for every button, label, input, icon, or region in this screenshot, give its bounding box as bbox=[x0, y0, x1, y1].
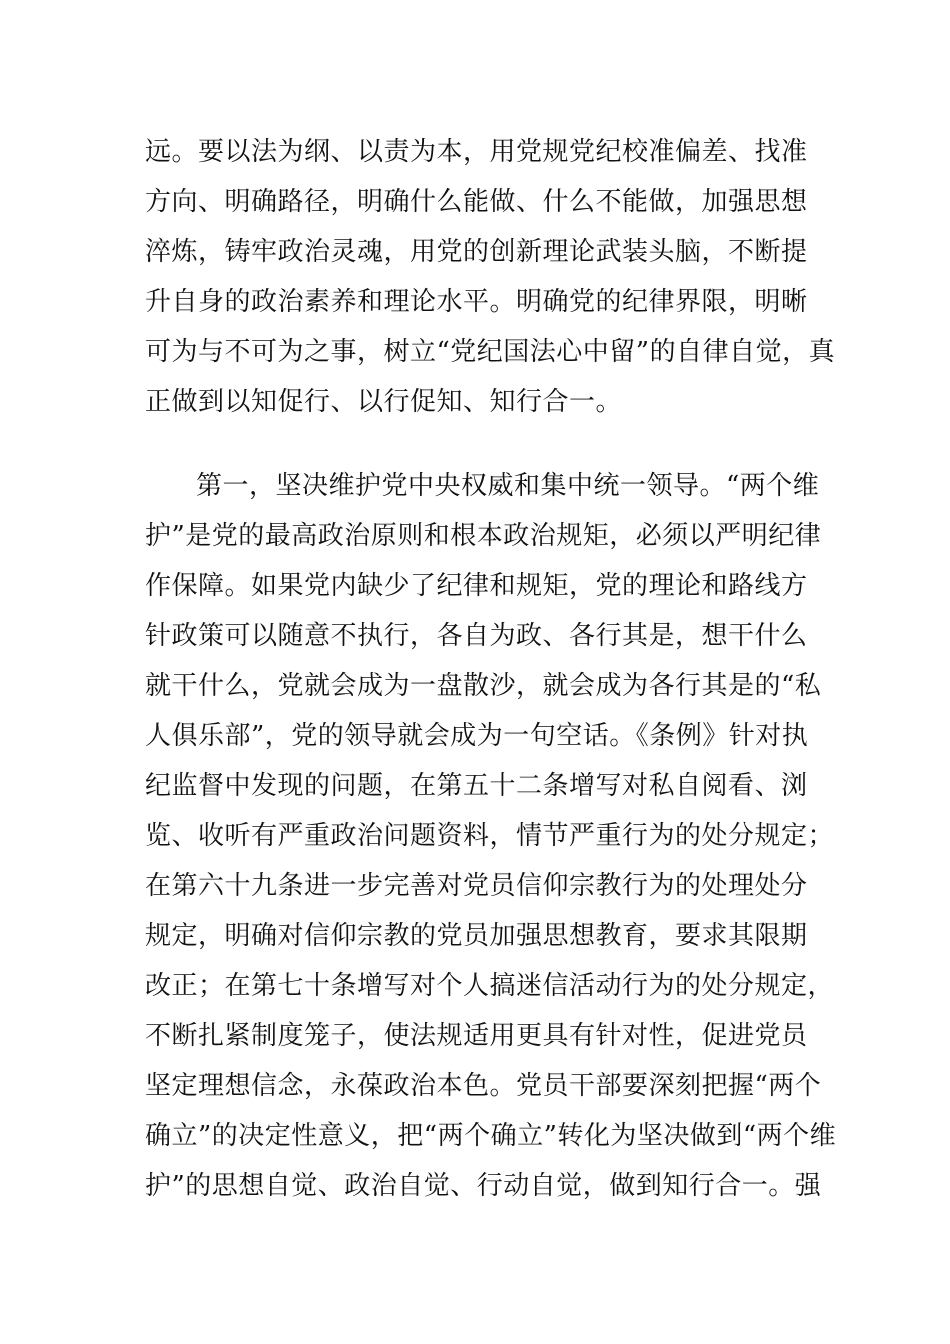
text-line: 淬炼，铸牢政治灵魂，用党的创新理论武装头脑，不断提 bbox=[145, 237, 808, 267]
text-line: 第一，坚决维护党中央权威和集中统一领导。“两个维 bbox=[196, 471, 820, 501]
text-line: 坚定理想信念，永葆政治本色。党员干部要深刻把握“两个 bbox=[145, 1071, 822, 1101]
text-line: 正做到以知促行、以行促知、知行合一。 bbox=[145, 387, 623, 417]
text-line: 针政策可以随意不执行，各自为政、各行其是，想干什么 bbox=[145, 621, 808, 651]
text-line: 远。要以法为纲、以责为本，用党规党纪校准偏差、找准 bbox=[145, 137, 808, 167]
text-line: 规定，明确对信仰宗教的党员加强思想教育，要求其限期 bbox=[145, 921, 808, 951]
text-line: 可为与不可为之事，树立“党纪国法心中留”的自律自觉，真 bbox=[145, 337, 836, 367]
text-line: 确立”的决定性意义，把“两个确立”转化为坚决做到“两个维 bbox=[145, 1121, 837, 1151]
text-line: 在第六十九条进一步完善对党员信仰宗教行为的处理处分 bbox=[145, 871, 808, 901]
text-line: 览、收听有严重政治问题资料，情节严重行为的处分规定； bbox=[145, 821, 835, 851]
text-line: 升自身的政治素养和理论水平。明确党的纪律界限，明晰 bbox=[145, 287, 808, 317]
text-line: 作保障。如果党内缺少了纪律和规矩，党的理论和路线方 bbox=[145, 571, 808, 601]
text-line: 纪监督中发现的问题，在第五十二条增写对私自阅看、浏 bbox=[145, 771, 808, 801]
text-line: 护”是党的最高政治原则和根本政治规矩，必须以严明纪律 bbox=[145, 521, 822, 551]
text-line: 改正；在第七十条增写对个人搞迷信活动行为的处分规定， bbox=[145, 971, 835, 1001]
text-line: 护”的思想自觉、政治自觉、行动自觉，做到知行合一。强 bbox=[145, 1171, 822, 1201]
text-line: 不断扎紧制度笼子，使法规适用更具有针对性，促进党员 bbox=[145, 1021, 808, 1051]
text-line: 就干什么，党就会成为一盘散沙，就会成为各行其是的“私 bbox=[145, 671, 822, 701]
text-line: 方向、明确路径，明确什么能做、什么不能做，加强思想 bbox=[145, 187, 808, 217]
text-line: 人俱乐部”，党的领导就会成为一句空话。《条例》针对执 bbox=[145, 721, 809, 751]
